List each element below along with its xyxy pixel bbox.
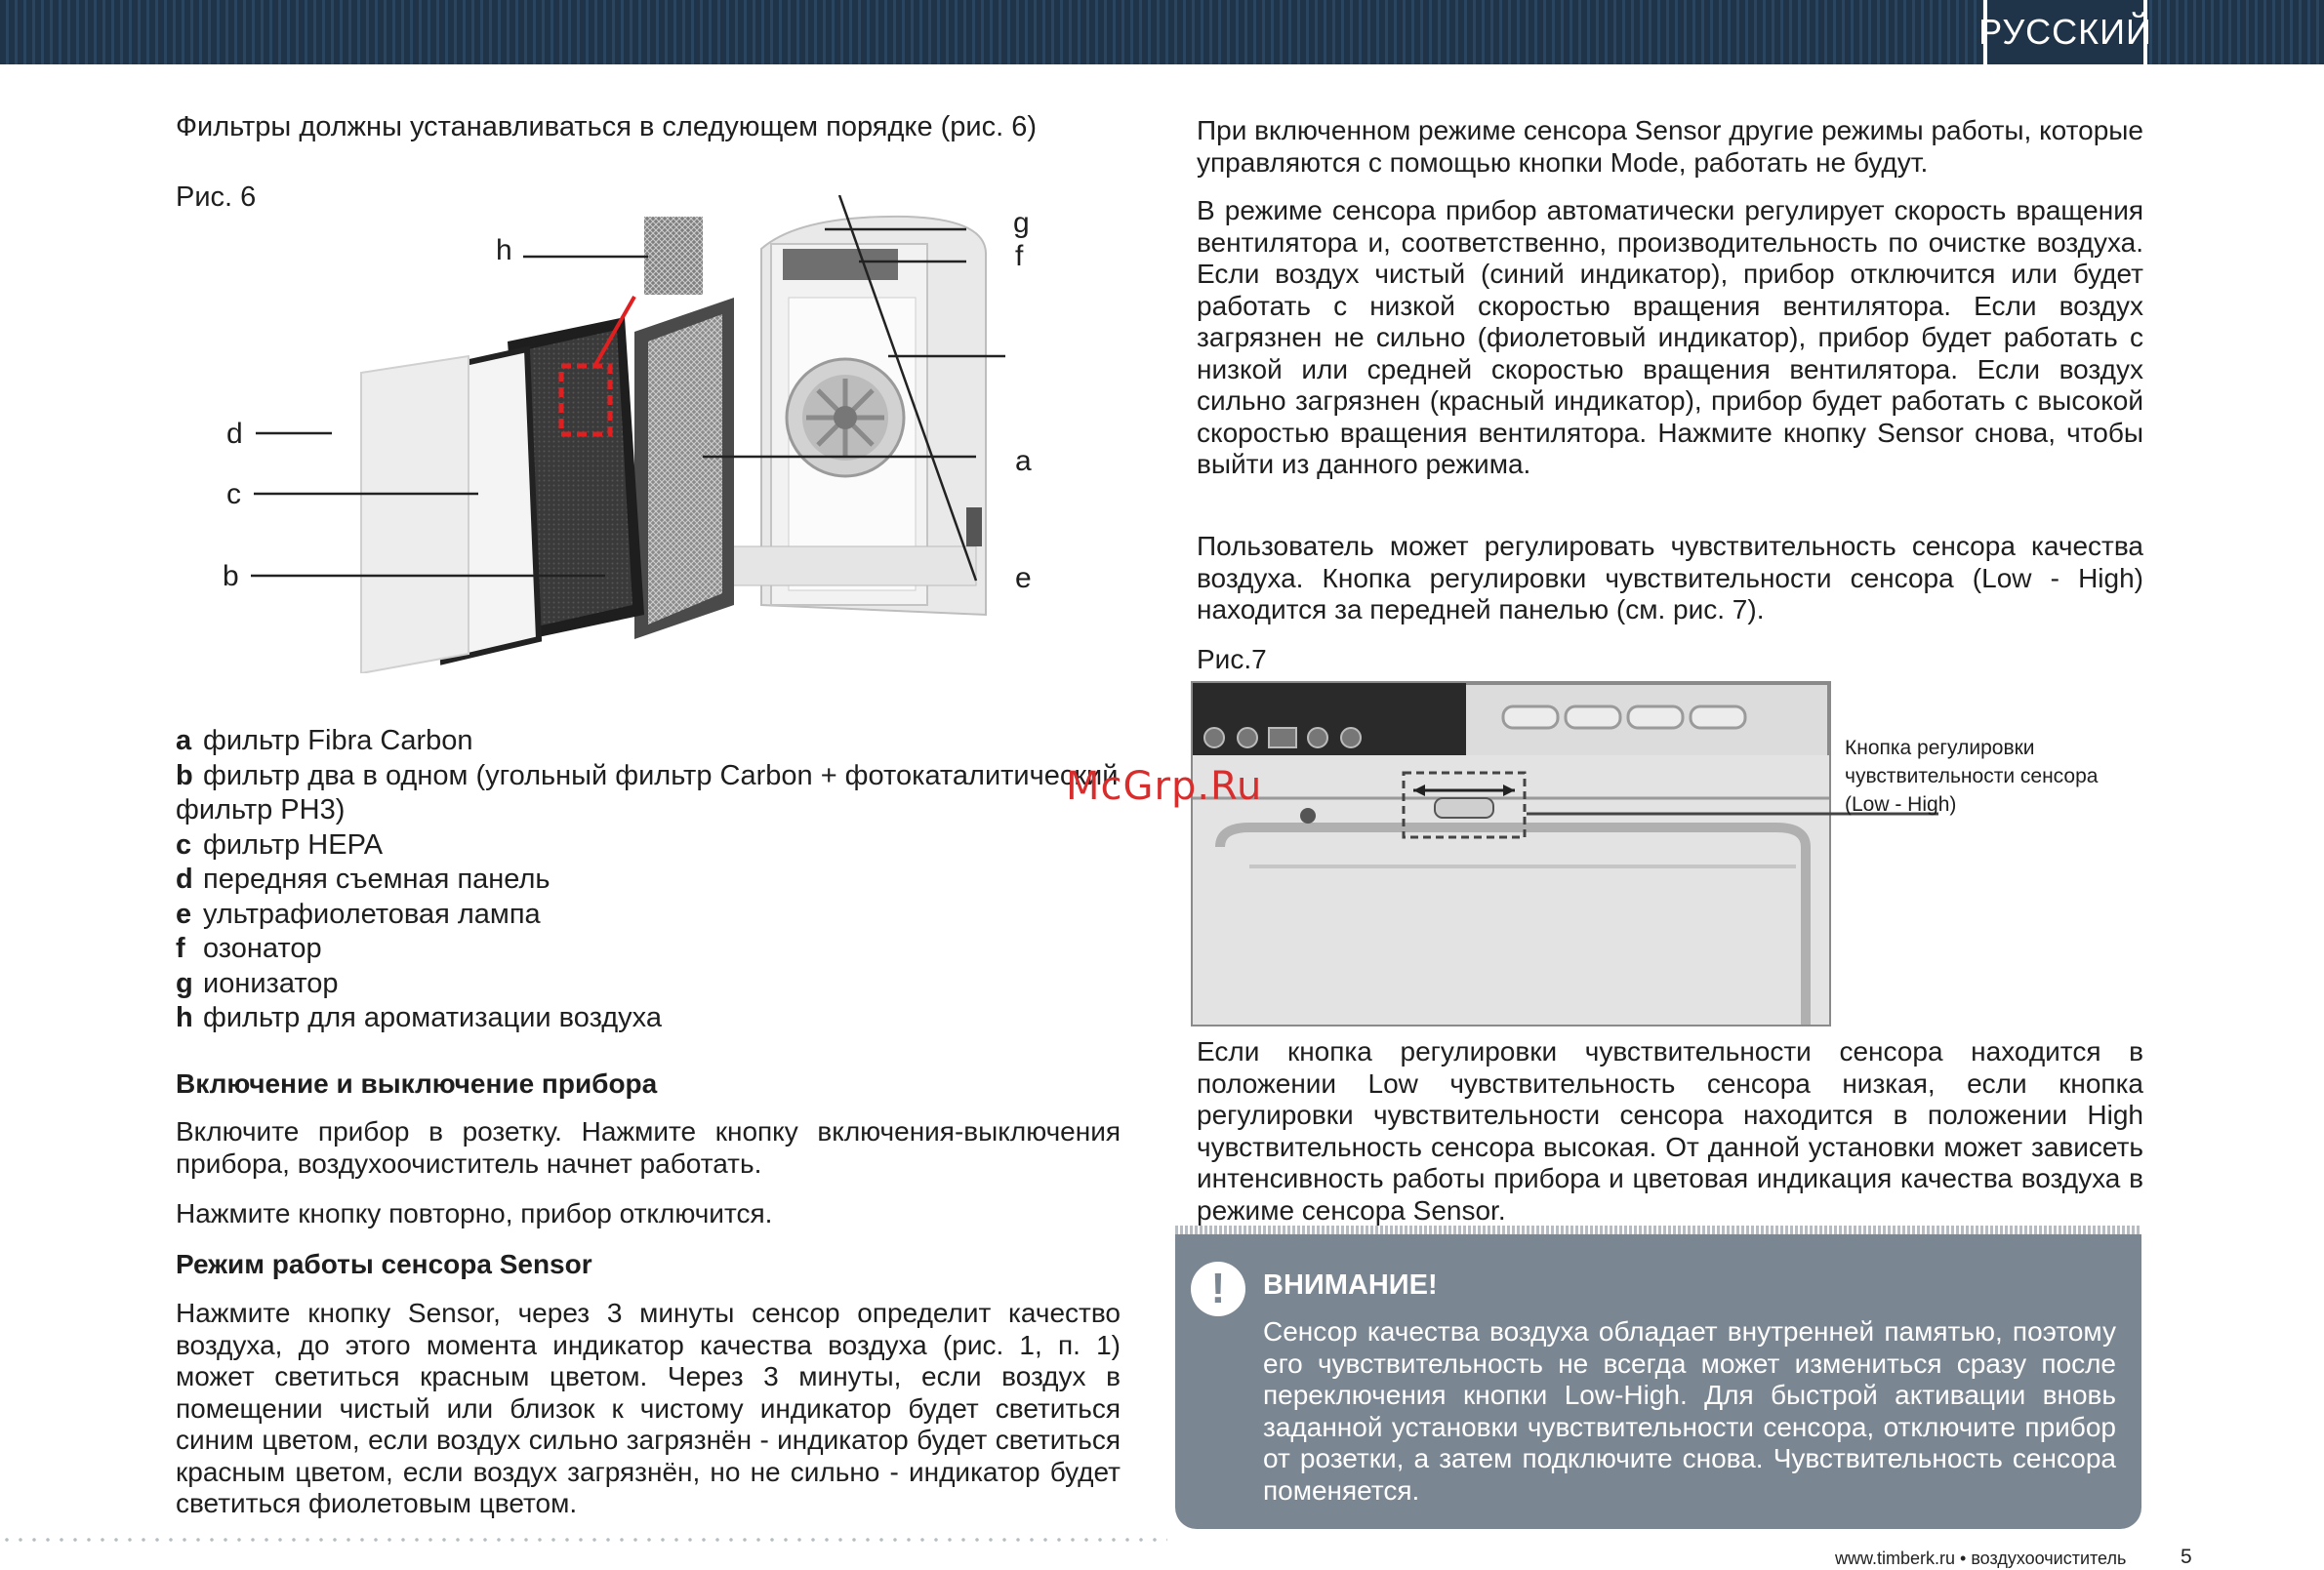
- language-tab: РУССКИЙ: [1983, 0, 2147, 64]
- fig6-label-c: c: [226, 478, 241, 510]
- filters-legend: [176, 724, 1121, 1036]
- legend-item: b фильтр два в одном (угольный фильтр Carbon + фотокаталитический: [176, 759, 1119, 791]
- purifier-body: [722, 217, 986, 615]
- paragraph-power-1: Включите прибор в розетку. Нажмите кнопку включения-выключения прибора, воздухоочиститель начнет работать.: [176, 1116, 1121, 1179]
- filters-intro: Фильтры должны устанавливаться в следующем порядке (рис. 6): [176, 111, 1038, 142]
- legend-item: h фильтр для ароматизации воздуха: [176, 1002, 662, 1033]
- fig6-label-b: b: [223, 560, 239, 592]
- front-panel-d: [361, 356, 469, 673]
- fig6-label-d: d: [226, 418, 243, 450]
- fig6-label-h: h: [496, 234, 512, 266]
- paragraph-low-high: Если кнопка регулировки чувствительности сенсора находится в положении Low чувствительность сенсора низкая, если кнопка регулировки чувствительности сенсора находится в положении High чувствительность сенсора высокая. От данной установки может зависеть интенсивность работы прибора и цветовая индикация качества воздуха в режиме сенсора Sensor.: [1197, 1036, 2143, 1226]
- legend-item: d передняя съемная панель: [176, 864, 550, 895]
- warning-title: ВНИМАНИЕ!: [1263, 1269, 1438, 1301]
- sensitivity-switch: [1435, 798, 1493, 818]
- fig6-label-f: f: [1015, 240, 1024, 272]
- watermark: McGrp.Ru: [1066, 764, 1263, 809]
- fig6-label-e: e: [1015, 562, 1032, 594]
- legend-item: a фильтр Fibra Carbon: [176, 725, 473, 756]
- legend-item: f озонатор: [176, 933, 322, 964]
- paragraph-sensor-other-modes: При включенном режиме сенсора Sensor другие режимы работы, которые управляются с помощью кнопки Mode, работать не будут.: [1197, 115, 2143, 178]
- fig7-caption: Рис.7: [1197, 644, 1267, 674]
- footer-site: www.timberk.ru • воздухоочиститель: [1835, 1549, 2127, 1568]
- fig6-label-g: g: [1013, 207, 1030, 239]
- exclamation-icon: !: [1191, 1262, 1245, 1316]
- paragraph-power-2: Нажмите кнопку повторно, прибор отключится.: [176, 1198, 773, 1228]
- header-bar: [0, 0, 2324, 64]
- warning-text: Сенсор качества воздуха обладает внутренней памятью, поэтому его чувствительность не всегда может измениться сразу после переключения кнопки Low-High. Для быстрой активации вновь заданной установки чувствительности сенсора, отключите прибор от розетки, а затем подключите снова. Чувствительность сенсора поменяется.: [1263, 1316, 2116, 1506]
- figure-7-sensitivity-button: [1191, 681, 1942, 1032]
- paragraph-sensor-mode: Нажмите кнопку Sensor, через 3 минуты сенсор определит качество воздуха, до этого момента индикатор качества воздуха (рис. 1, п. 1) может светиться красным цветом. Через 3 минуты, если воздух в помещении чистый или близок к чистому индикатор будет светиться синим цветом, если воздух сильно загрязнён - индикатор будет светиться красным цветом, если воздух загрязнён, но не сильно - индикатор будет светиться фиолетовым цветом.: [176, 1298, 1121, 1518]
- fig6-label-a: a: [1015, 445, 1032, 477]
- footer-dots: [0, 1538, 1167, 1542]
- warning-box: [1175, 1234, 2141, 1529]
- legend-item: e ультрафиолетовая лампа: [176, 898, 541, 930]
- paragraph-sensitivity: Пользователь может регулировать чувствительность сенсора качества воздуха. Кнопка регулировки чувствительности сенсора (Low - High) находится за передней панелью (см. рис. 7).: [1197, 531, 2143, 624]
- fig6-caption: Рис. 6: [176, 181, 257, 213]
- paragraph-sensor-auto: В режиме сенсора прибор автоматически регулирует скорость вращения вентилятора и, соответственно, производительность по очистке воздуха. Если воздух чистый (синий индикатор), прибор отключится или будет работать с низкой скоростью вращения вентилятора. Если воздух загрязнен не сильно (фиолетовый индикатор), прибор будет работать с низкой или средней скоростью вращения вентилятора. Если воздух сильно загрязнен (красный индикатор), прибор будет работать с высокой скоростью вращения вентилятора. Нажмите кнопку Sensor снова, чтобы выйти из данного режима.: [1197, 195, 2143, 479]
- heading-sensor-mode: Режим работы сенсора Sensor: [176, 1249, 592, 1279]
- page-number: 5: [2181, 1546, 2192, 1568]
- legend-item: c фильтр HEPA: [176, 828, 384, 861]
- legend-item: фильтр PH3): [176, 794, 346, 825]
- legend-item: g ионизатор: [176, 967, 339, 999]
- figure-6-filters-diagram: [176, 195, 1054, 673]
- heading-power: Включение и выключение прибора: [176, 1068, 658, 1099]
- fig7-callout: Кнопка регулировки чувствительности сенсора (Low - High): [1845, 737, 2099, 816]
- filter-h-aroma: [644, 217, 703, 295]
